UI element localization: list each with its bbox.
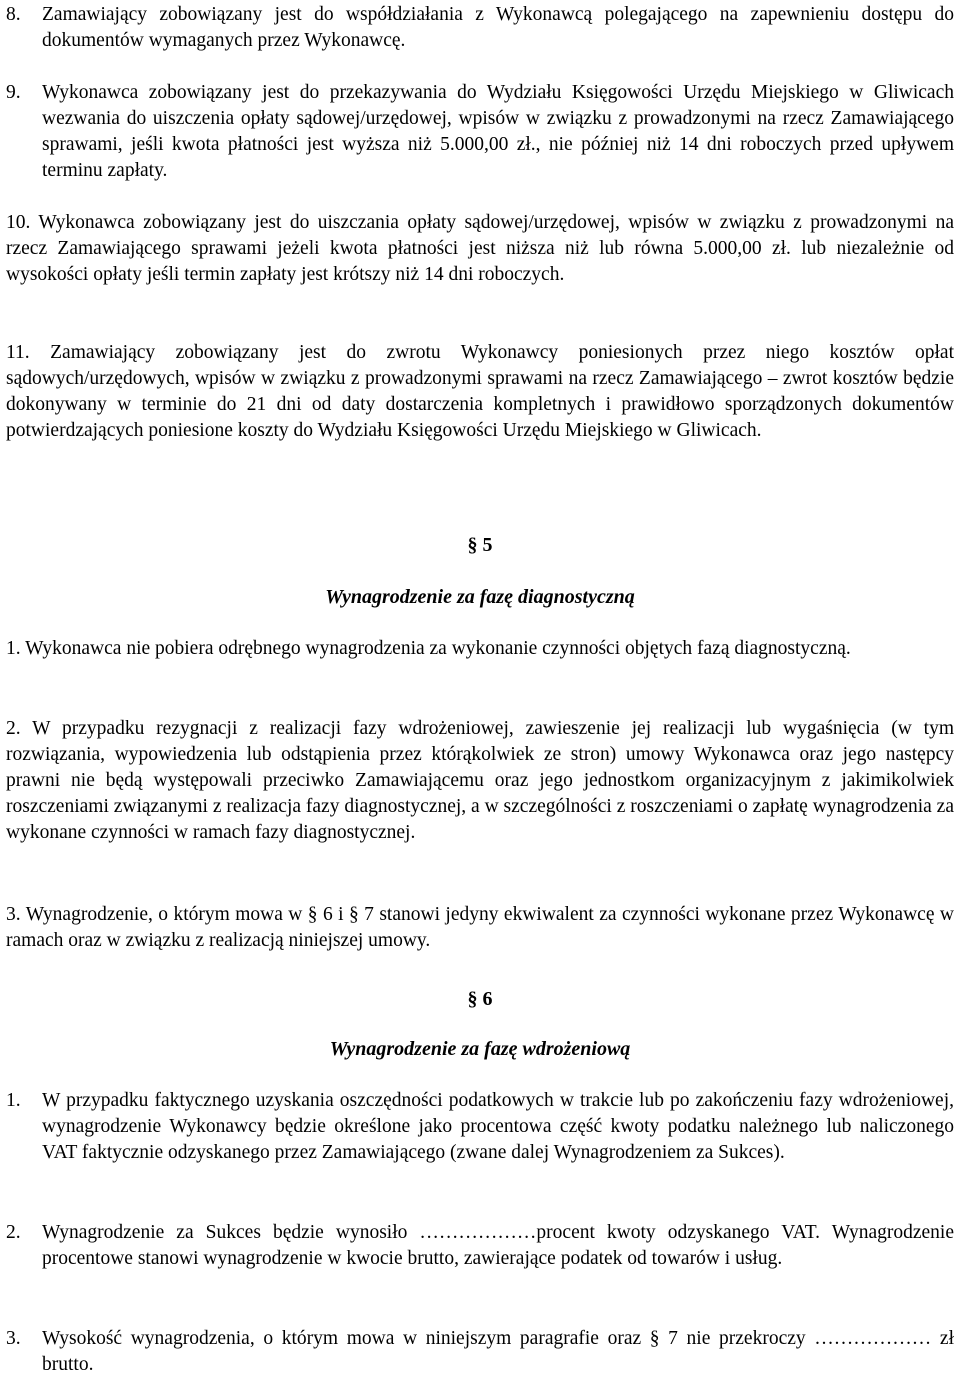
paragraph-text: Wynagrodzenie za Sukces będzie wynosiło ………………procent kwoty odzyskanego VAT. Wynagrodzenie procentowe stanowi wynagrodzenie w kwocie brutto, zawierające podatek od towarów i usług. [42,1222,954,1269]
paragraph-11 [6,340,954,444]
section-6-paragraph-2 [6,1220,954,1272]
paragraph-number: 9. [6,82,21,103]
paragraph-text: Wykonawca zobowiązany jest do przekazywania do Wydziału Księgowości Urzędu Miejskiego w Gliwicach wezwania do uiszczenia opłaty sądowej/urzędowej, wpisów w związku z prowadzonymi na rzecz Zamawiającego sprawami, jeśli kwota płatności jest wyższa niż 5.000,00 zł., nie później niż 14 dni roboczych przed upływem terminu zapłaty. [42,82,954,181]
paragraph-10 [6,210,954,288]
paragraph-text: W przypadku rezygnacji z realizacji fazy wdrożeniowej, zawieszenie jej realizacji lub wygaśnięcia (w tym rozwiązania, wypowiedzenia lub odstąpienia przez którąkolwiek ze stron) umowy Wykonawca oraz jego następcy prawni nie będą występowali przeciwko Zamawiającemu oraz jego jednostkom organizacyjnym z jakimikolwiek roszczeniami związanymi z realizacja fazy diagnostycznej, a w szczególności z roszczeniami o zapłatę wynagrodzenia za wykonane czynności w ramach fazy diagnostycznej. [6,718,954,843]
paragraph-9 [6,80,954,184]
paragraph-number: 3. [6,1328,21,1349]
paragraph-number: 8. [6,4,21,25]
paragraph-number: 3. [6,904,21,925]
paragraph-text: Wykonawca zobowiązany jest do uiszczania opłaty sądowej/urzędowej, wpisów w związku z prowadzonymi na rzecz Zamawiającego sprawami jeżeli kwota płatności jest niższa niż lub równa 5.000,00 zł. lub niezależnie od wysokości opłaty jeśli termin zapłaty jest krótszy niż 14 dni roboczych. [6,212,954,285]
section-5-title: Wynagrodzenie za fazę diagnostyczną [325,586,635,608]
section-5-paragraph-1 [6,636,954,662]
paragraph-number: 2. [6,1222,21,1243]
section-5-paragraph-3 [6,902,954,954]
paragraph-text: W przypadku faktycznego uzyskania oszczędności podatkowych w trakcie lub po zakończeniu fazy wdrożeniowej, wynagrodzenie Wykonawcy będzie określone jako procentowa część kwoty podatku należnego lub naliczonego VAT faktycznie odzyskanego przez Zamawiającego (zwane dalej Wynagrodzeniem za Sukces). [42,1090,954,1163]
section-6-paragraph-3 [6,1326,954,1378]
paragraph-text: Zamawiający zobowiązany jest do współdziałania z Wykonawcą polegającego na zapewnieniu dostępu do dokumentów wymaganych przez Wykonawcę. [42,4,954,51]
paragraph-number: 1. [6,1090,21,1111]
paragraph-number: 2. [6,718,21,739]
paragraph-8 [6,2,954,54]
paragraph-number: 1. [6,638,21,659]
paragraph-text: Wynagrodzenie, o którym mowa w § 6 i § 7 stanowi jedyny ekwiwalent za czynności wykonane przez Wykonawcę w ramach oraz w związku z realizacją niniejszej umowy. [6,904,954,951]
paragraph-number: 11. [6,342,30,363]
section-6-sign: § 6 [467,988,493,1010]
paragraph-text: Wysokość wynagrodzenia, o którym mowa w niniejszym paragrafie oraz § 7 nie przekroczy ……………… zł brutto. [42,1328,954,1375]
section-5-sign: § 5 [467,534,493,556]
paragraph-number: 10. [6,212,31,233]
section-6-title: Wynagrodzenie za fazę wdrożeniową [329,1038,631,1060]
section-6-paragraph-1 [6,1088,954,1166]
paragraph-text: Zamawiający zobowiązany jest do zwrotu Wykonawcy poniesionych przez niego kosztów opłat sądowych/urzędowych, wpisów w związku z prowadzonymi sprawami na rzecz Zamawiającego – zwrot kosztów będzie dokonywany w terminie do 21 dni od daty dostarczenia kompletnych i prawidłowo sporządzonych dokumentów potwierdzających poniesione koszty do Wydziału Księgowości Urzędu Miejskiego w Gliwicach. [6,342,955,441]
paragraph-text: Wykonawca nie pobiera odrębnego wynagrodzenia za wykonanie czynności objętych fazą diagnostyczną. [25,638,851,659]
section-5-paragraph-2 [6,716,954,846]
